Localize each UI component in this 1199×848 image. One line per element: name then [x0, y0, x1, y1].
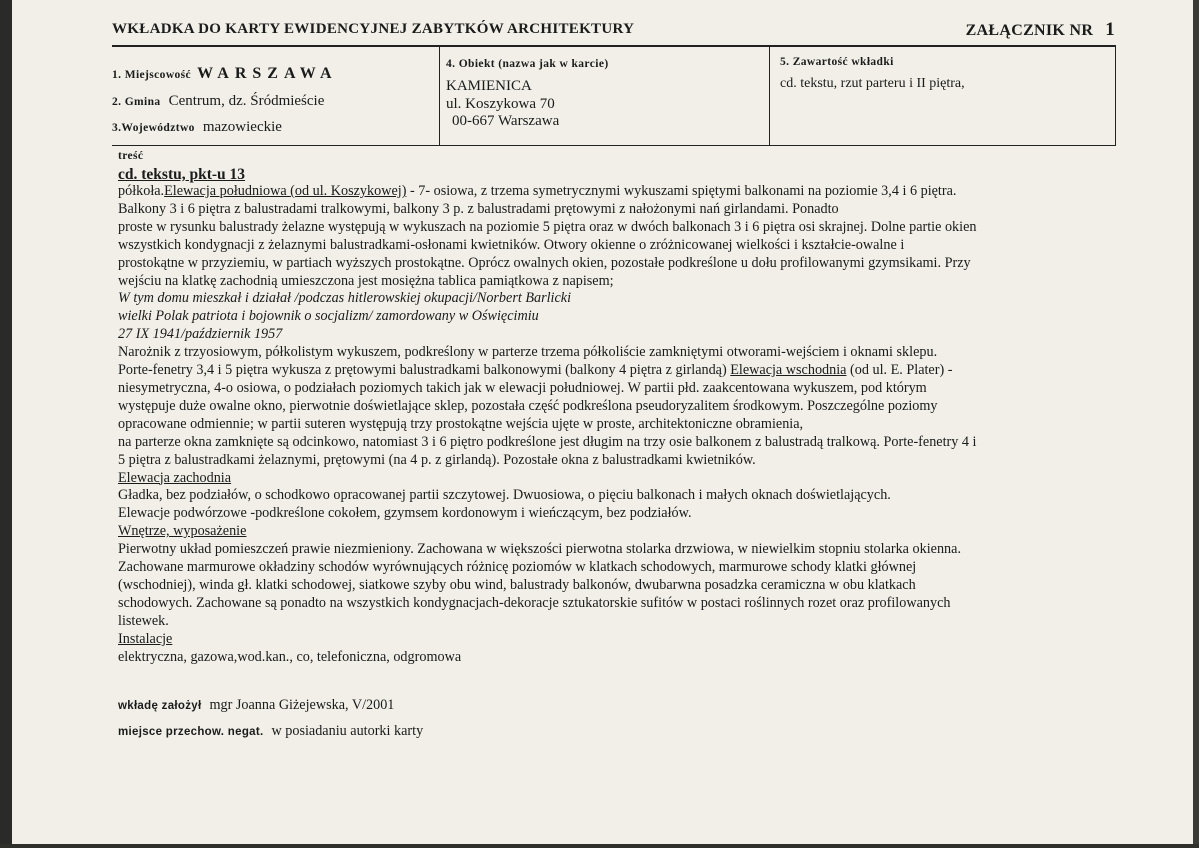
text-line: Porte-fenetry 3,4 i 5 piętra wykusza z prętowymi balustradkami balkonowymi (balkony 4 piętra z girlandą) Elewacja wschodnia (od ul. E. Plater) - [118, 362, 953, 379]
plaque-line: wielki Polak patriota i bojownik o socjalizm/ zamordowany w Oświęcimiu [118, 308, 539, 325]
heading-installations: Instalacje [118, 630, 173, 647]
text-line: elektryczna, gazowa,wod.kan., co, telefoniczna, odgromowa [118, 648, 462, 665]
scan-right-edge [1193, 0, 1199, 848]
text-line: wejściu na klatkę zachodnią umieszczona jest mosiężna tablica pamiątkowa z napisem; [118, 272, 614, 289]
city-label: 1. Miejscowość [112, 69, 192, 81]
object-postal: 00-667 Warszawa [452, 113, 560, 129]
author-label: wkładę założył [118, 700, 202, 712]
location-box [112, 60, 437, 140]
text-line: na parterze okna zamknięte są odcinkowo, natomiast 3 i 6 piętro podkreślone jest długim na trzy osie balkonem z balustradą tralkową. Porte-fenetry 4 i [118, 433, 977, 450]
heading-west-elevation: Elewacja zachodnia [118, 469, 232, 486]
city-row [112, 65, 338, 83]
text-line: schodowych. Zachowane są ponadto na wszystkich kondygnacjach-dekoracje sztukatorskie sufitów w postaci roślinnych rozet oraz profilowanych [118, 594, 951, 611]
contents-value: cd. tekstu, rzut parteru i II piętra, [780, 76, 965, 91]
commune-label: 2. Gmina [112, 96, 161, 108]
city-value: WARSZAWA [197, 65, 338, 82]
annex-label-text: ZAŁĄCZNIK NR [965, 22, 1094, 39]
object-label: 4. Obiekt (nazwa jak w karcie) [446, 58, 609, 70]
plaque-line: 27 IX 1941/październik 1957 [118, 326, 283, 343]
heading-east-elevation: Elewacja wschodnia [730, 362, 847, 379]
heading-interior: Wnętrze, wyposażenie [118, 523, 247, 540]
scan-bottom-edge [0, 844, 1199, 848]
text-line: opracowane odmiennie; w partii suteren występują trzy prostokątne wejścia ujęte w proste, architektoniczne obramienia, [118, 415, 804, 432]
text-line: wszystkich kondygnacji z żelaznymi balustradkami-osłonami kwietników. Otwory okienne o zróżnicowanej wielkości i kształcie-owalne i [118, 236, 905, 253]
tresc-label: treść [118, 150, 144, 162]
text-line: Elewacje podwórzowe -podkreślone cokołem, gzymsem kordonowym i wieńczącym, bez podziałów. [118, 505, 692, 522]
text-line: Zachowane marmurowe okładziny schodów wyrównujących różnicę poziomów w klatkach schodowych, marmurowe schody klatki głównej [118, 559, 917, 576]
column-divider-1 [439, 47, 440, 146]
text-line: Pierwotny układ pomieszczeń prawie niezmieniony. Zachowana w większości pierwotna stolarka drzwiowa, w niewielkim stopniu stolarka okienna. [118, 541, 961, 558]
object-street: ul. Koszykowa 70 [446, 96, 555, 112]
text-line: proste w rysunku balustrady żelazne występują w wykuszach na poziomie 5 piętra oraz w dwóch balkonach 3 i 6 piętra osi skrajnej. Dolne partie okien [118, 218, 977, 235]
storage-value: w posiadaniu autorki karty [271, 723, 424, 739]
annex-label [966, 19, 1115, 41]
annex-number: 1 [1105, 19, 1115, 40]
scan-left-edge [0, 0, 12, 848]
document-header [112, 16, 1115, 42]
voivodeship-label: 3.Województwo [112, 122, 195, 134]
text-line: niesymetryczna, 4-o osiowa, o podziałach poziomych takich jak w elewacji południowej. W partii płd. zaakcentowana wykuszem, pod którym [118, 379, 927, 396]
text-line: Balkony 3 i 6 piętra z balustradami tralkowymi, balkony 3 p. z balustradami prętowymi z nałożonymi nań girlandami. Ponadto [118, 200, 839, 217]
description-body [118, 148, 1148, 666]
text-line: półkoła.Elewacja południowa (od ul. Koszykowej) - 7- osiowa, z trzema symetrycznymi wykuszami spiętymi balkonami na poziomie 3,4 i 6 piętra. [118, 183, 957, 199]
text-line: Narożnik z trzyosiowym, półkolistym wykuszem, podkreślony w parterze trzema półkoliście zamkniętymi otworami-wejściem i oknami sklepu. [118, 344, 938, 361]
section-subtitle: cd. tekstu, pkt-u 13 [118, 166, 246, 183]
text-line: (wschodniej), winda gł. klatki schodowej, siatkowe szyby obu wind, balustrady balkonów, dwubarwna posadzka ceramiczna w obu klatkach [118, 576, 916, 593]
object-box [446, 56, 764, 130]
text-line: występuje duże owalne okno, pierwotnie doświetlające sklep, pozostała część podkreślona pseudoryzalitem środkowym. Poszczególne poziomy [118, 397, 938, 414]
storage-row [118, 722, 423, 740]
voivodeship-row [112, 118, 282, 136]
form-bottom-rule [112, 145, 1116, 146]
contents-box [780, 54, 1180, 92]
author-row [118, 696, 394, 714]
text-line: prostokątne w przyziemiu, w partiach wyższych prostokątne. Oprócz owalnych okien, pozostałe podkreślone u dołu profilowanymi gzymsikami. Przy [118, 254, 971, 271]
text-line: 5 piętra z balustradkami żelaznymi, prętowymi (na 4 p. z girlandą). Pozostałe okna z balustradkami kwietników. [118, 451, 756, 468]
commune-value: Centrum, dz. Śródmieście [168, 93, 325, 109]
text-line: Gładka, bez podziałów, o schodkowo opracowanej partii szczytowej. Dwuosiowa, o pięciu balkonach i małych oknach doświetlających. [118, 487, 891, 504]
column-divider-2 [769, 47, 770, 146]
text-line: listewek. [118, 612, 169, 629]
object-name: KAMIENICA [446, 78, 532, 94]
heading-south-elevation: Elewacja południowa (od ul. Koszykowej) [164, 183, 407, 199]
document-title: WKŁADKA DO KARTY EWIDENCYJNEJ ZABYTKÓW ARCHITEKTURY [112, 21, 635, 37]
plaque-line: W tym domu mieszkał i działał /podczas hitlerowskiej okupacji/Norbert Barlicki [118, 290, 572, 307]
storage-label: miejsce przechow. negat. [118, 726, 264, 738]
header-rule [112, 45, 1116, 47]
author-value: mgr Joanna Giżejewska, V/2001 [209, 697, 395, 713]
contents-label: 5. Zawartość wkładki [780, 56, 894, 68]
commune-row [112, 92, 324, 110]
voivodeship-value: mazowieckie [202, 119, 282, 135]
